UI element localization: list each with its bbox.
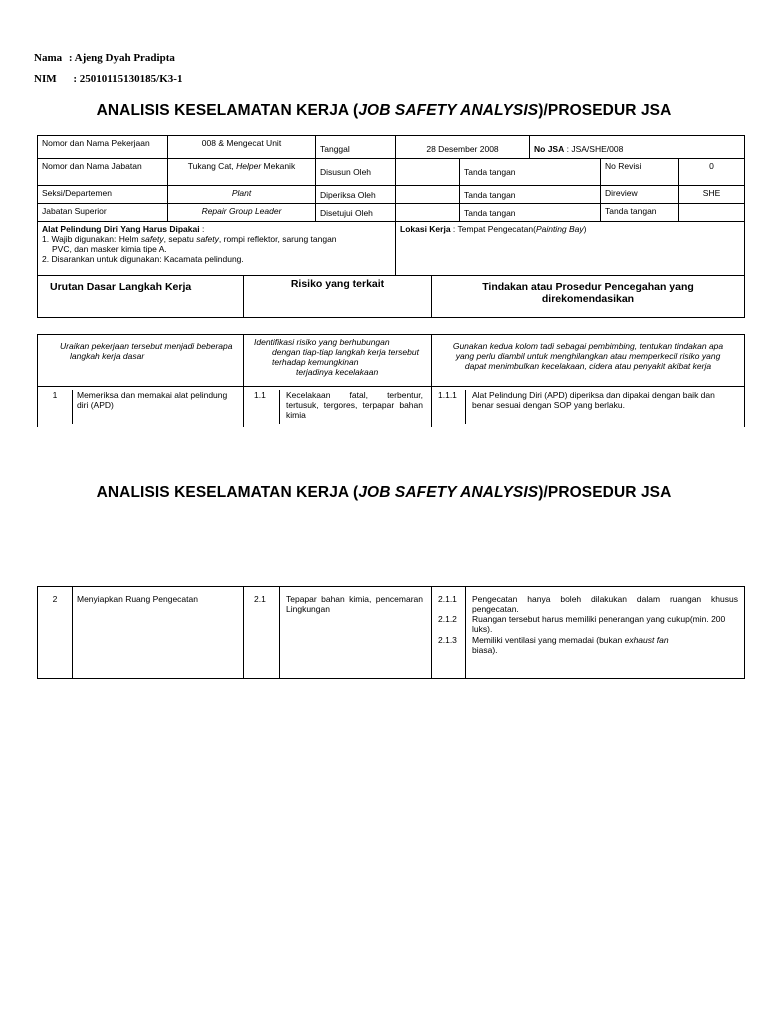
title2-part1: ANALISIS KESELAMATAN KERJA (: [96, 484, 359, 501]
action-2-1-no: 2.1.1: [438, 594, 457, 604]
prepared-label: Disusun Oleh: [316, 159, 396, 186]
jsa-info-table: [37, 135, 745, 276]
ppe-item-1: [42, 234, 391, 244]
location-value: : Tempat Pengecatan(: [450, 224, 536, 234]
approved-label: Disetujui Oleh: [316, 204, 396, 222]
step-1-desc: Memeriksa dan memakai alat pelindung diri (APD): [77, 390, 228, 410]
approved-signature-value[interactable]: [679, 204, 745, 222]
position-value-1: Tukang Cat,: [187, 161, 237, 171]
risk-2-no: 2.1: [244, 587, 280, 678]
section-label: Seksi/Departemen: [38, 186, 168, 204]
student-name: [34, 52, 175, 64]
action-1-no: 1.1.1: [432, 390, 466, 424]
position-label: Nomor dan Nama Jabatan: [38, 159, 168, 186]
ppe-title-text: Alat Pelindung Diri Yang Harus Dipakai: [42, 224, 200, 234]
step-2-cell: [38, 587, 244, 679]
instruction-actions-3: dapat menimbulkan kecelakaan, cidera atau penyakit akibat kerja: [464, 361, 712, 371]
instruction-actions-2: yang perlu diambil untuk menghilangkan atau memperkecil risiko yang: [455, 351, 721, 361]
revision-label: No Revisi: [601, 159, 679, 186]
location-label: Lokasi Kerja: [400, 224, 451, 234]
ppe-item1-b: , sepatu: [163, 234, 197, 244]
action-2-texts: [466, 587, 744, 678]
position-value-italic: Helper: [236, 161, 262, 171]
action-2-nos: [432, 587, 466, 678]
action-1-row: [432, 390, 744, 424]
title2-italic: JOB SAFETY ANALYSIS: [358, 484, 539, 501]
instruction-actions-1: Gunakan kedua kolom tadi sebagai pembimbing, tentukan tindakan apa: [452, 341, 724, 351]
col-actions-heading: [432, 276, 745, 318]
col-steps-heading: Urutan Dasar Langkah Kerja: [38, 276, 244, 318]
instruction-risks-1: Identifikasi risiko yang berhubungan: [254, 337, 390, 347]
instruction-actions: [432, 335, 745, 387]
title-part1: ANALISIS KESELAMATAN KERJA (: [96, 102, 359, 119]
student-nim: [34, 73, 182, 85]
name-label: Nama: [34, 52, 63, 64]
reviewed-label: Direview: [601, 186, 679, 204]
checked-label: Diperiksa Oleh: [316, 186, 396, 204]
ppe-item1-a: 1. Wajib digunakan: Helm: [42, 234, 141, 244]
step-2-no: 2: [38, 587, 73, 678]
col-risks-heading: Risiko yang terkait: [244, 276, 432, 318]
date-value: 28 Desember 2008: [396, 136, 530, 159]
action-2-2-text: Ruangan tersebut harus memiliki penerangan yang cukup(min. 200 luks).: [472, 614, 726, 634]
job-label: Nomor dan Nama Pekerjaan: [38, 136, 168, 159]
job-value: 008 & Mengecat Unit: [168, 136, 316, 159]
col-actions-heading-1: Tindakan atau Prosedur Pencegahan yang: [482, 281, 694, 293]
step-1-no: 1: [38, 390, 73, 424]
risk-2-text: Tepapar bahan kimia, pencemaran Lingkungan: [286, 594, 423, 614]
action-2-3-italic: exhaust fan: [624, 635, 669, 645]
jsa-steps-table-2: [37, 586, 745, 679]
jsa-value: : JSA/SHE/008: [566, 144, 624, 154]
step-1-row: [38, 390, 243, 424]
ppe-item1-i1: safety: [140, 234, 164, 244]
action-2-3-no: 2.1.3: [438, 635, 457, 645]
approved-signature-label-2: Tanda tangan: [601, 204, 679, 222]
jsa-label: No JSA: [534, 144, 565, 154]
risk-1-row: [244, 390, 431, 424]
ppe-title: [42, 224, 391, 234]
title-italic: JOB SAFETY ANALYSIS: [358, 102, 539, 119]
ppe-colon: :: [199, 224, 205, 234]
checked-value[interactable]: [396, 186, 460, 204]
action-1-text: Alat Pelindung Diri (APD) diperiksa dan dipakai dengan baik dan benar sesuai dengan SOP yang berlaku.: [472, 390, 715, 410]
location-end: ): [583, 224, 587, 234]
instruction-risks-2: dengan tiap-tiap langkah kerja tersebut: [272, 347, 419, 357]
step-1-cell: [38, 387, 244, 427]
ppe-item-1-cont: PVC, dan masker kimia tipe A.: [52, 244, 167, 254]
jsa-number: [530, 136, 745, 159]
col-actions-heading-2: direkomendasikan: [541, 293, 635, 305]
page-title: [0, 102, 768, 120]
action-2-row: [432, 587, 744, 678]
page-title-2: [0, 484, 768, 502]
approved-value[interactable]: [396, 204, 460, 222]
superior-value: Repair Group Leader: [168, 204, 316, 222]
action-2-3-text-2: biasa).: [472, 645, 498, 655]
prepared-signature-label: Tanda tangan: [460, 159, 601, 186]
instruction-steps-2: langkah kerja dasar: [70, 351, 145, 361]
action-2-1-text: Pengecatan hanya boleh dilakukan dalam ruangan khusus pengecatan.: [472, 594, 738, 614]
ppe-section: [38, 222, 396, 276]
action-1-cell: [432, 387, 745, 427]
ppe-item-2: 2. Disarankan untuk digunakan: Kacamata pelindung.: [42, 254, 244, 264]
action-2-3-text-1: Memiliki ventilasi yang memadai (bukan: [472, 635, 625, 645]
ppe-item1-i2: safety: [196, 234, 219, 244]
title2-part2: )/PROSEDUR JSA: [538, 484, 672, 501]
instruction-risks-4: terjadinya kecelakaan: [296, 367, 379, 377]
superior-label: Jabatan Superior: [38, 204, 168, 222]
risk-1-no: 1.1: [244, 390, 280, 424]
risk-2-cell: [244, 587, 432, 679]
risk-2-row: [244, 587, 431, 678]
revision-value: 0: [679, 159, 745, 186]
reviewed-value: SHE: [679, 186, 745, 204]
title-part2: )/PROSEDUR JSA: [538, 102, 672, 119]
nim-label: NIM: [34, 73, 57, 85]
risk-1-cell: [244, 387, 432, 427]
action-2-2-no: 2.1.2: [438, 614, 457, 624]
risk-1-text: Kecelakaan fatal, terbentur, tertusuk, tergores, terpapar bahan kimia: [286, 390, 423, 420]
ppe-item1-c: , rompi reflektor, sarung tangan: [218, 234, 337, 244]
nim-value: : 25010115130185/K3-1: [73, 73, 183, 85]
location-section: [396, 222, 745, 276]
step-2-desc: Menyiapkan Ruang Pengecatan: [77, 594, 198, 604]
instruction-risks-3: terhadap kemungkinan: [272, 357, 359, 367]
action-2-cell: [432, 587, 745, 679]
name-value: : Ajeng Dyah Pradipta: [68, 52, 175, 64]
column-heading-table: [37, 275, 745, 318]
prepared-value[interactable]: [396, 159, 460, 186]
date-label: Tanggal: [316, 136, 396, 159]
section-value: Plant: [168, 186, 316, 204]
jsa-steps-table-1: [37, 334, 745, 427]
position-value-2: Mekanik: [261, 161, 296, 171]
checked-signature-label: Tanda tangan: [460, 186, 601, 204]
approved-signature-label: Tanda tangan: [460, 204, 601, 222]
instruction-steps-1: Uraikan pekerjaan tersebut menjadi beberapa: [60, 341, 233, 351]
instruction-risks: [244, 335, 432, 387]
step-2-row: [38, 587, 243, 678]
position-value: [168, 159, 316, 186]
instruction-steps: [38, 335, 244, 387]
action-2-3-text: [472, 635, 687, 655]
location-italic: Painting Bay: [535, 224, 584, 234]
